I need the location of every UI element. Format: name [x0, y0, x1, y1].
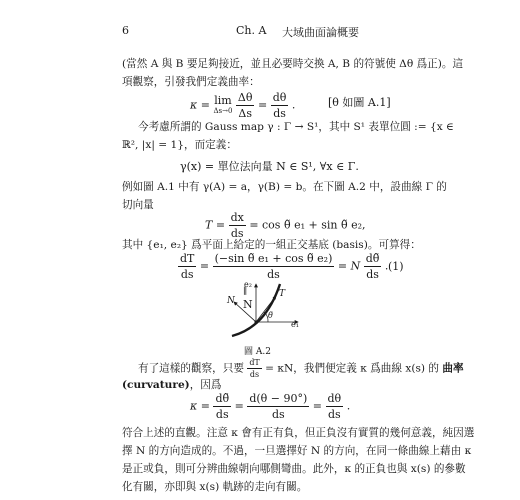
eq1-frac2: [271, 91, 289, 120]
para3-line2: 切向量: [122, 199, 154, 211]
eq5-den1: ds: [215, 408, 229, 421]
eq5-eq2: =: [312, 399, 323, 413]
eq5-eq: =: [234, 399, 244, 413]
eq4-tag: (1): [388, 260, 404, 273]
para5-pre: 有了這樣的觀察，只要: [138, 362, 244, 375]
eq3-rhs: = cos θ̃ e₁ + sin θ̃ e₂,: [249, 218, 366, 232]
para1-line2: 項觀察，引發我們定義曲率：: [122, 76, 260, 88]
eq4-eq1: =: [199, 259, 210, 273]
para6-line4: 化有關，亦即與 x(s) 軌跡的走向有關。: [122, 481, 308, 493]
eq4-under-symbol: ∥: [243, 287, 248, 297]
fig-label-N: N: [227, 296, 235, 306]
eq5-den3: ds: [328, 408, 341, 421]
fig-label-e1: e₁: [291, 320, 299, 329]
chapter-label: Ch. A: [236, 24, 267, 37]
eq4-eq2: =: [337, 259, 348, 273]
equation-kappa: [190, 392, 350, 421]
eq1-lim-word: lim: [214, 93, 232, 107]
para5-term: 曲率: [442, 362, 464, 375]
eq4-frac2: [213, 252, 335, 281]
normal-vector: [234, 302, 256, 322]
figure-caption: 圖 A.2: [244, 347, 271, 357]
para3-line1: 例如圖 A.1 中有 γ(A) = a，γ(B) = b。在下圖 A.2 中，設曲線 Γ 的: [122, 181, 447, 193]
para5-inline-num: dT: [249, 358, 260, 367]
eq4-frac3: [364, 252, 382, 281]
eq5-frac1: [213, 392, 231, 421]
eq1-num2: dθ: [272, 91, 287, 104]
eq5-period: .: [346, 399, 351, 413]
fig-label-theta: θ̃: [268, 311, 273, 320]
fig-label-T: T: [279, 289, 286, 299]
para4-line1: 其中 {e₁, e₂} 爲平面上給定的一組正交基底 (basis)。可算得：: [122, 239, 421, 251]
para5-line2-post: ，因爲: [189, 379, 222, 391]
eq3-lhs: T =: [205, 218, 226, 232]
eq4-num1: dT: [180, 252, 195, 265]
para6-line2: 擇 N 的方向造成的。不過，一旦選擇好 N 的方向，在同一條曲線上藉由 κ: [122, 445, 472, 457]
eq5-num1: dθ̃: [215, 392, 230, 405]
eq1-tag: [θ 如圖 A.1]: [328, 96, 391, 109]
eq5-den2: ds: [271, 408, 285, 421]
eq4-num2: (−sin θ̃ e₁ + cos θ̃ e₂): [214, 252, 333, 265]
base-point: [254, 320, 257, 323]
equation-curvature-def: [190, 91, 295, 120]
equation-dT-ds: [178, 252, 388, 281]
eq1-frac1: [236, 91, 255, 120]
para2-line2: ℝ², |x| = 1}，而定義：: [122, 139, 237, 151]
eq4-num3: dθ̃: [365, 252, 380, 265]
para5-post: = κN，我們便定義 κ 爲曲線 x(s) 的: [265, 362, 439, 375]
eq5-lhs: κ =: [190, 399, 210, 413]
eq4-frac1: [178, 252, 196, 281]
eq1-equals: =: [257, 98, 268, 112]
eq4-N: N: [350, 259, 361, 273]
eq4-den3: ds: [366, 268, 379, 281]
eq1-num1: Δθ: [237, 91, 253, 104]
para5-inline-frac: [247, 358, 261, 379]
eq4-den2: ds: [267, 268, 280, 281]
eq5-num3: dθ: [327, 392, 342, 405]
eq1-period: .: [291, 98, 296, 112]
eq5-frac2: [247, 392, 309, 421]
eq4-under-N: N: [243, 298, 253, 311]
eq3-den: ds: [230, 227, 244, 240]
eq1-limit: [213, 95, 232, 117]
para6-line1: 符合上述的直觀。注意 κ 會有正有負，但正負沒有實質的幾何意義，純因選: [122, 427, 475, 439]
eq1-den1: Δs: [238, 107, 252, 120]
para1-line1: (當然 A 與 B 要足夠接近，並且必要時交換 A, B 的符號使 Δθ 爲正)。這: [122, 58, 464, 70]
eq3-num: dx: [230, 211, 244, 224]
tangent-vector: [256, 296, 276, 322]
fig-label-e2: e₂: [244, 280, 252, 289]
eq1-lim-sub: Δs→0: [213, 106, 233, 115]
para5-term-en: (curvature): [122, 379, 190, 391]
eq5-num2: d(θ − 90°): [249, 392, 308, 405]
figure-a2: [218, 278, 308, 340]
page-number: 6: [122, 24, 129, 37]
eq4-period: .: [384, 259, 389, 273]
para6-line3: 是正或負，則可分辨曲線朝向哪側彎曲。此外，κ 的正負也與 x(s) 的參數: [122, 463, 466, 475]
eq1-den2: ds: [273, 107, 286, 120]
eq5-frac3: [326, 392, 344, 421]
running-title: 大域曲面論概要: [282, 26, 359, 39]
para5-inline-den: ds: [249, 370, 260, 379]
para2-line1: 今考慮所謂的 Gauss map γ : Γ → S¹，其中 S¹ 表單位圓 := {x ∈: [138, 121, 454, 133]
eq4-den1: ds: [180, 268, 194, 281]
equation-gauss-map: γ(x) = 單位法向量 N ∈ S¹, ∀x ∈ Γ.: [180, 160, 359, 173]
eq1-lhs: κ =: [190, 98, 210, 112]
